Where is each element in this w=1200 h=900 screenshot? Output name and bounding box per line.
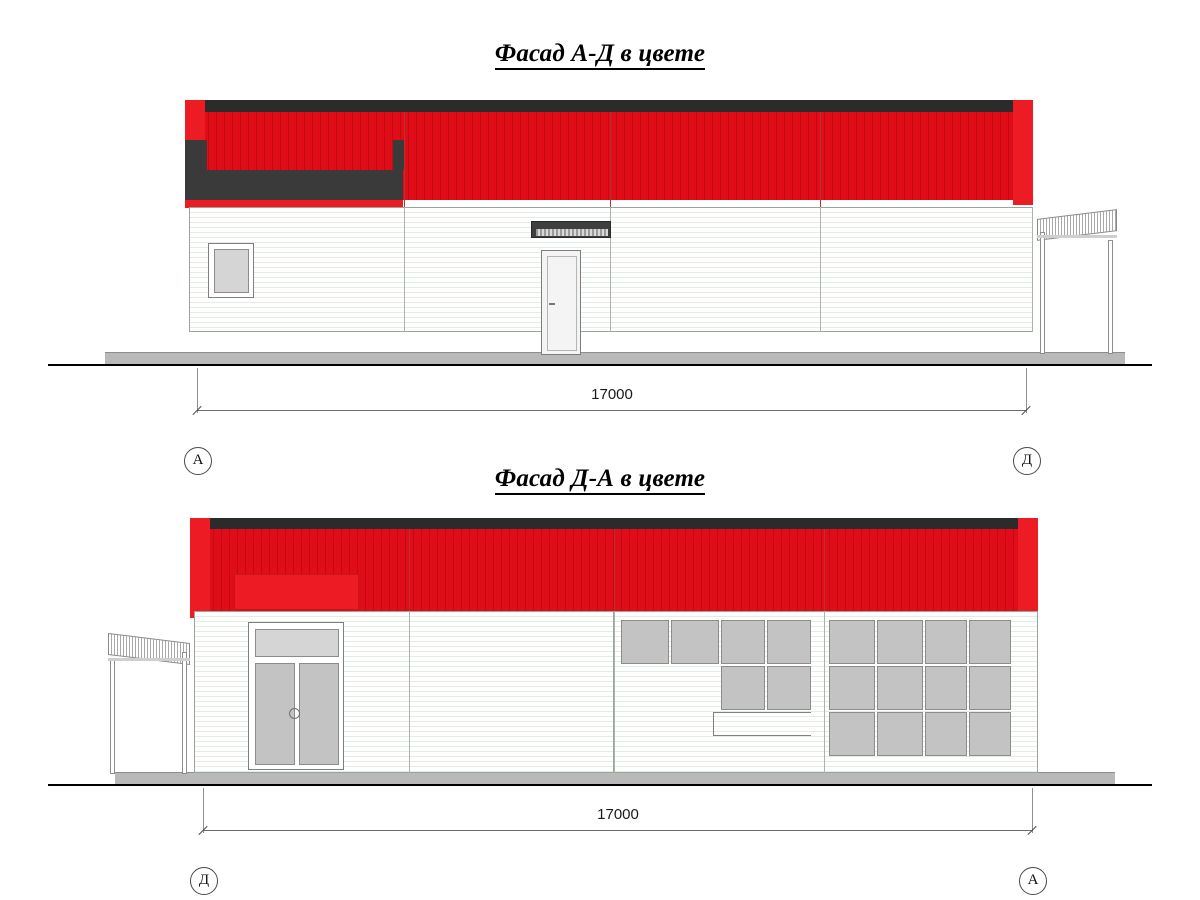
dim-line-1	[197, 410, 1027, 411]
wall-seam-1c	[820, 207, 821, 332]
glass-b3	[925, 620, 967, 664]
panel-seam-1a	[404, 112, 405, 208]
dim-ext-left-2	[203, 788, 204, 833]
facade-1-title	[0, 40, 1200, 68]
glass-a2	[671, 620, 719, 664]
glass-b11	[925, 712, 967, 756]
axis-bubble-left-1: А	[184, 447, 212, 475]
right-awning-beam-1	[1037, 235, 1117, 238]
glass-b7	[925, 666, 967, 710]
glass-b8	[969, 666, 1011, 710]
glass-b6	[877, 666, 923, 710]
glazing-a-jamb	[713, 712, 714, 736]
left-awning-beam-2	[108, 658, 190, 661]
glazing-a-sill	[713, 712, 811, 713]
glass-b10	[877, 712, 923, 756]
glass-b5	[829, 666, 875, 710]
dim-ext-right-2	[1032, 788, 1033, 833]
panel-seam-2a	[409, 529, 410, 611]
glass-a5	[721, 666, 765, 710]
glass-b1	[829, 620, 875, 664]
wall-seam-1d	[1032, 207, 1033, 332]
axis-bubble-left-2: Д	[190, 867, 218, 895]
panel-seam-1b	[610, 112, 611, 208]
glass-b9	[829, 712, 875, 756]
wall-seam-1a	[404, 207, 405, 332]
facade-2-title	[0, 465, 1200, 493]
glass-b2	[877, 620, 923, 664]
entrance-door-1[interactable]	[541, 250, 581, 355]
dim-label-1: 17000	[591, 386, 633, 403]
dim-label-2: 17000	[597, 806, 639, 823]
glass-a1	[621, 620, 669, 664]
dim-ext-right-1	[1026, 368, 1027, 413]
axis-bubble-right-2: А	[1019, 867, 1047, 895]
glass-a3	[721, 620, 765, 664]
entrance-door-right-2[interactable]	[299, 663, 339, 765]
entry-dark-band-1	[185, 170, 403, 200]
glass-a6	[767, 666, 811, 710]
left-red-pilaster-2	[190, 518, 210, 618]
right-red-pilaster-2	[1018, 518, 1038, 618]
roof-cap-2	[190, 518, 1038, 529]
wall-seam-2b	[614, 611, 615, 773]
facade-1-title-text: Фасад А-Д в цвете	[495, 40, 705, 70]
door-canopy-stripes-1	[536, 229, 608, 236]
right-awning-post-a-1	[1040, 232, 1045, 354]
wall-seam-2a	[409, 611, 410, 773]
dim-ext-left-1	[197, 368, 198, 413]
signboard-2	[234, 574, 359, 610]
glass-a4	[767, 620, 811, 664]
axis-bubble-right-1: Д	[1013, 447, 1041, 475]
entry-dark-block-left-1	[185, 140, 207, 170]
entrance-handle-2	[289, 708, 300, 719]
glass-b12	[969, 712, 1011, 756]
ground-line-2	[48, 784, 1152, 786]
left-awning-post-b-2	[182, 652, 187, 774]
door-canopy-1	[531, 221, 611, 238]
facade-2-title-text: Фасад Д-А в цвете	[495, 465, 705, 495]
wall-seam-2c	[824, 611, 825, 773]
roof-cap-1	[185, 100, 1033, 112]
panel-seam-1c	[820, 112, 821, 208]
wall-siding-1	[189, 207, 1033, 332]
left-awning-post-a-2	[110, 660, 115, 774]
dim-line-2	[203, 830, 1033, 831]
panel-seam-2b	[614, 529, 615, 611]
right-red-pilaster-1	[1013, 100, 1033, 205]
door-handle-1	[549, 303, 555, 305]
window-1	[208, 243, 254, 298]
window-1-glass	[214, 249, 249, 293]
glass-b4	[969, 620, 1011, 664]
panel-seam-2c	[824, 529, 825, 611]
glazing-a-base	[713, 735, 811, 736]
entrance-transom-2	[255, 629, 339, 657]
right-awning-post-b-1	[1108, 240, 1113, 354]
entrance-group-2[interactable]	[248, 622, 344, 770]
ground-line-1	[48, 364, 1152, 366]
